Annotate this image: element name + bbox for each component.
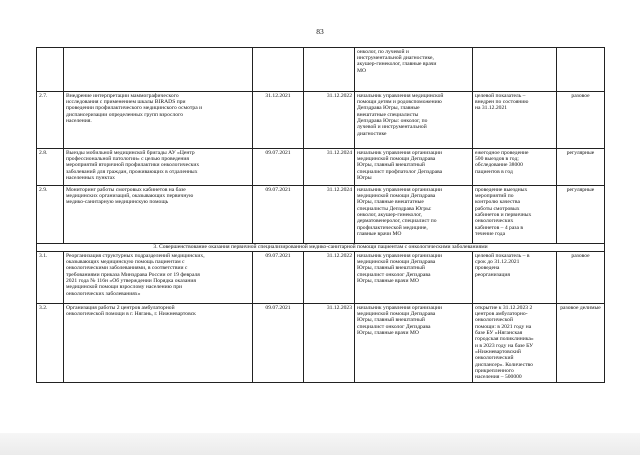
row-number: 3.1. bbox=[37, 252, 64, 304]
type-cell: регулярные bbox=[557, 149, 605, 186]
responsible-cell: начальник управления организации медицинской помощи Депздрава Югры, главный внештатный специалист профпатолог Депздрава Югры bbox=[355, 149, 473, 186]
table-row bbox=[37, 149, 605, 186]
table-row bbox=[37, 304, 605, 383]
type-cell bbox=[557, 48, 605, 92]
row-number: 2.9. bbox=[37, 186, 64, 244]
section-3-title: 3. Совершенствование оказания первичной специализированной медико-санитарной помощи пациентам с онкологическими заболеваниями bbox=[37, 244, 605, 252]
activity-cell: Мониторинг работы смотровых кабинетов на базе медицинских организаций, оказывающих первичную медико-санитарную медицинскую помощь bbox=[64, 186, 253, 244]
result-cell: целевой показатель – внедрен по состоянию на 31.12.2021 bbox=[473, 92, 557, 149]
row-number bbox=[37, 48, 64, 92]
start-date-cell: 31.12.2021 bbox=[253, 92, 304, 149]
action-plan-table bbox=[36, 47, 605, 383]
type-cell: разовое делимые bbox=[557, 304, 605, 383]
activity-cell: Реорганизация структурных подразделений медицинских, оказывающих медицинскую помощь пациентам с онкологическими заболеваниями, в соответствии с требованиями приказа Минздрава России от 19 февраля 2021 года № 116н «Об утверждении Порядка оказания медицинской помощи взрослому населению при онкологических заболеваниях» bbox=[64, 252, 253, 304]
row-number: 2.7. bbox=[37, 92, 64, 149]
table-row bbox=[37, 252, 605, 304]
end-date-cell: 31.12.2023 bbox=[304, 304, 355, 383]
result-cell: открытие к 31.12.2023 2 центров амбулаторно- онкологической помощи: в 2021 году на базе БУ «Няганская городская поликлиника» и в 2023 году на базе БУ «Нижневартовский онкологический диспансер». Количество прикрепленного населения – 500000 bbox=[473, 304, 557, 383]
responsible-cell: онколог, по лучевой и инструментальной диагностике, акушер-гинеколог, главные врачи МО bbox=[355, 48, 473, 92]
activity-cell: Выезды мобильной медицинской бригады АУ «Центр профессиональной патологии» с целью проведения мероприятий вторичной профилактики онкологических заболеваний для граждан, проживающих в отдаленных населенных пунктах bbox=[64, 149, 253, 186]
activity-cell: Внедрение интерпретации маммографического исследования с применением шкалы BIRADS при проведении профилактического медицинского осмотра и диспансеризации определенных групп взрослого населения. bbox=[64, 92, 253, 149]
table-row bbox=[37, 186, 605, 244]
result-cell bbox=[473, 48, 557, 92]
end-date-cell: 31.12.2024 bbox=[304, 149, 355, 186]
result-cell: целевой показатель – в срок до 31.12.2021 проведена реорганизация bbox=[473, 252, 557, 304]
start-date-cell: 09.07.2021 bbox=[253, 252, 304, 304]
type-cell: разовое bbox=[557, 92, 605, 149]
responsible-cell: начальник управления медицинской помощи детям и родовспоможению Депздрава Югры, главные внештатные специалисты Депздрава Югры: онколог, по лучевой и инструментальной диагностике bbox=[355, 92, 473, 149]
table-row bbox=[37, 48, 605, 92]
row-number: 3.2. bbox=[37, 304, 64, 383]
start-date-cell bbox=[253, 48, 304, 92]
row-number: 2.8. bbox=[37, 149, 64, 186]
responsible-cell: начальник управления организации медицинской помощи Депздрава Югры, главный внештатный специалист онколог Депздрава Югры, главные врачи МО bbox=[355, 252, 473, 304]
result-cell: ежегодное проведение 500 выездов в год; обследование 38000 пациентов в год bbox=[473, 149, 557, 186]
start-date-cell: 09.07.2021 bbox=[253, 186, 304, 244]
page-number: 83 bbox=[316, 27, 324, 36]
type-cell: разовое bbox=[557, 252, 605, 304]
end-date-cell: 31.12.2024 bbox=[304, 186, 355, 244]
end-date-cell bbox=[304, 48, 355, 92]
table-row bbox=[37, 92, 605, 149]
page-bottom-margin bbox=[0, 433, 640, 455]
responsible-cell: начальник управления организации медицинской помощи Депздрава Югры, главный внештатный специалист онколог Депздрава Югры, главные врачи МО bbox=[355, 304, 473, 383]
responsible-cell: начальник управления организации медицинской помощи Депздрава Югры, главные внештатные специалисты Депздрава Югры: онколог, акушер-гинеколог, дерматовенеролог, специалист по профилактической медицине, главные врачи МО bbox=[355, 186, 473, 244]
activity-cell bbox=[64, 48, 253, 92]
end-date-cell: 31.12.2022 bbox=[304, 252, 355, 304]
activity-cell: Организация работы 2 центров амбулаторной онкологической помощи в г. Нягань, г. Нижневартовск bbox=[64, 304, 253, 383]
result-cell: проведение выездных мероприятий по контролю качества работы смотровых кабинетов и первичных онкологических кабинетов – 4 раза в течение года bbox=[473, 186, 557, 244]
start-date-cell: 09.07.2021 bbox=[253, 304, 304, 383]
type-cell: регулярные bbox=[557, 186, 605, 244]
end-date-cell: 31.12.2022 bbox=[304, 92, 355, 149]
section-header-row bbox=[37, 244, 605, 252]
start-date-cell: 09.07.2021 bbox=[253, 149, 304, 186]
